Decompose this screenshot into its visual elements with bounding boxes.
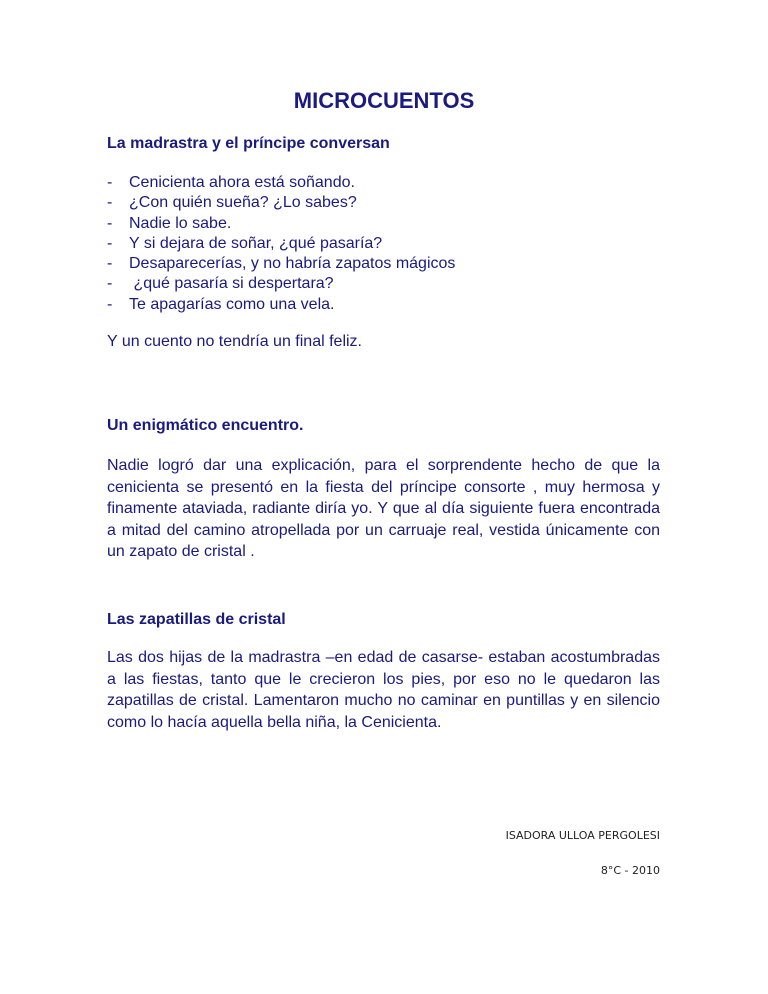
author-name: ISADORA ULLOA PERGOLESI bbox=[505, 829, 660, 842]
dialog-line: - Nadie lo sabe. bbox=[107, 214, 232, 232]
grade-year: 8°C - 2010 bbox=[600, 864, 660, 877]
dialog-line: - Cenicienta ahora está soñando. bbox=[107, 174, 355, 191]
story3-heading: Las zapatillas de cristal bbox=[107, 611, 286, 628]
story2-heading: Un enigmático encuentro. bbox=[107, 417, 304, 434]
story3-paragraph: Las dos hijas de la madrastra –en edad de casarse- estaban acostumbradas a las fiestas, tanto que le crecieron los pies, por eso no le quedaron las zapatillas de cristal. Lamentaron mucho no caminar en puntillas y en silencio como lo hacía aquella bella niña, la Cenicienta. bbox=[107, 649, 660, 731]
page-title: MICROCUENTOS bbox=[293, 88, 475, 113]
dialog-line: - ¿Con quién sueña? ¿Lo sabes? bbox=[107, 194, 357, 212]
dialog-line: - Te apagarías como una vela. bbox=[107, 295, 335, 313]
story2-paragraph: Nadie logró dar una explicación, para el sorprendente hecho de que la cenicienta se presentó en la fiesta del príncipe consorte , muy hermosa y finamente ataviada, radiante diría yo. Y que al día siguiente fuera encontrada a mitad del camino atropellada por un carruaje real, vestida únicamente con un zapato de cristal . bbox=[107, 457, 660, 560]
dialog-line: - Y si dejara de soñar, ¿qué pasaría? bbox=[107, 234, 383, 252]
dialog-line: - ¿qué pasaría si despertara? bbox=[107, 275, 334, 293]
story1-dialog-list bbox=[107, 173, 455, 315]
dialog-line: - Desaparecerías, y no habría zapatos mágicos bbox=[107, 255, 456, 273]
story1-heading: La madrastra y el príncipe conversan bbox=[107, 135, 390, 152]
story1-closing: Y un cuento no tendría un final feliz. bbox=[107, 333, 362, 350]
